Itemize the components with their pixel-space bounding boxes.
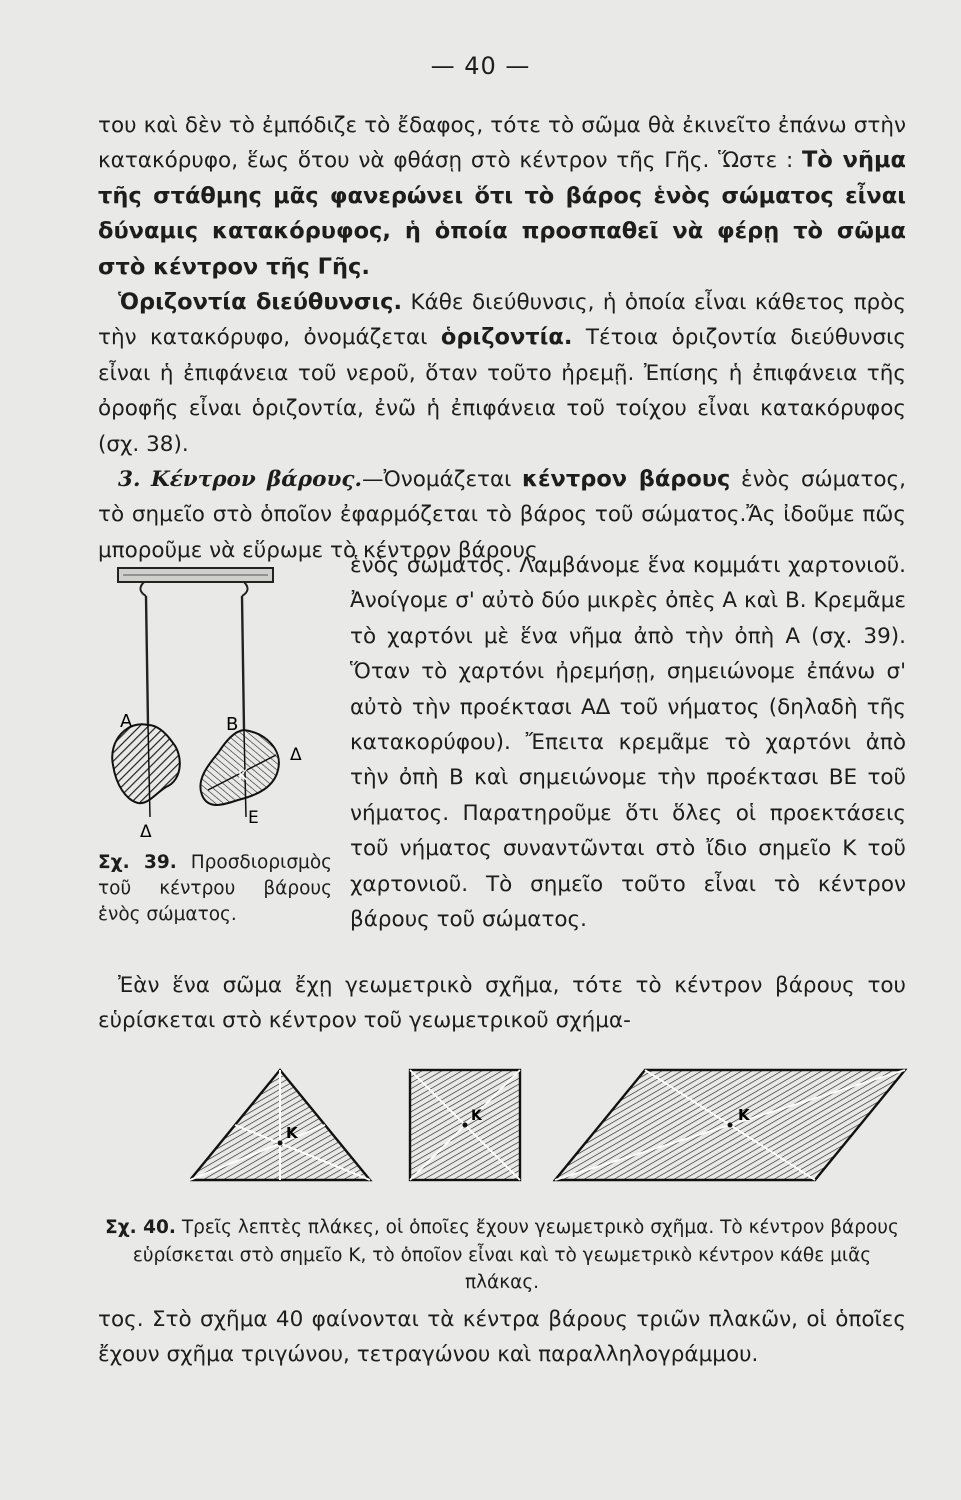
figure-39-caption-text: Προσδιορισμὸς τοῦ κέντρου βάρους ἑνὸς σώματος. <box>98 852 332 925</box>
figure-39-description: ἑνὸς σώματος. Λαμβάνομε ἕνα κομμάτι χαρτονιοῦ. Ἀνοίγομε σ' αὐτὸ δύο μικρὲς ὀπὲς Α καὶ Β. Κρεμᾶμε τὸ χαρτόνι μὲ ἕνα νῆμα ἀπὸ τὴν ὀπὴ Α (σχ. 39). Ὅταν τὸ χαρτόνι ἠρεμήσῃ, σημειώνομε ἐπάνω σ' αὐτὸ τὴν προέκτασι ΑΔ τοῦ νήματος (δηλαδὴ τῆς κατακορύφου). Ἔπειτα κρεμᾶμε τὸ χαρτόνι ἀπὸ τὴν ὀπὴ Β καὶ σημειώνομε τὴν προέκτασι ΒΕ τοῦ νήματος. Παρατηροῦμε ὅτι ὅλες οἱ προεκτάσεις τοῦ νήματος συναντῶνται στὸ ἴδιο σημεῖο Κ τοῦ χαρτονιοῦ. Τὸ σημεῖο τοῦτο εἶναι τὸ κέντρον βάρους τοῦ σώματος. <box>350 553 906 933</box>
paragraph-weight-text: του καὶ δὲν τὸ ἐμπόδιζε τὸ ἔδαφος, τότε τὸ σῶμα θὰ ἐκινεῖτο ἐπάνω στὴν κατακόρυφο, ἕως ὅτου νὰ φθάσῃ στὸ κέντρον τῆς Γῆς. Ὥστε : <box>98 113 906 174</box>
section-heading: Κέντρον βάρους. <box>151 467 362 493</box>
point-label-e: Ε <box>248 808 259 828</box>
body-text-upper <box>98 108 906 568</box>
point-label-b: Β <box>226 714 239 735</box>
section-number: 3. <box>118 467 141 493</box>
paragraph-weight <box>98 108 906 285</box>
paragraph-plates <box>98 1302 906 1373</box>
plumb-line-conclusion: Τὸ νῆμα τῆς στάθμης μᾶς φανερώνει ὅτι τὸ βάρος ἑνὸς σώματος εἶναι δύναμις κατακόρυφος, ἡ ὁποία προσπαθεῖ νὰ φέρῃ τὸ σῶμα στὸ κέντρον τῆς Γῆς. <box>98 147 906 280</box>
paragraph-horizontal-text-b: Τέτοια ὁριζοντία διεύθυνσις εἶναι ἡ ἐπιφάνεια τοῦ νεροῦ, ὅταν τοῦτο ἠρεμῇ. Ἐπίσης ἡ ἐπιφάνεια τῆς ὀροφῆς εἶναι ὁριζοντία, ἐνῶ ἡ ἐπιφάνεια τοῦ τοίχου εἶναι κατακόρυφος (σχ. 38). <box>98 325 906 457</box>
term-center-of-gravity: κέντρον βάρους <box>522 466 731 493</box>
figure-39-caption <box>98 850 332 928</box>
paragraph-geometric <box>98 968 906 1039</box>
term-horizontal: ὁριζοντία. <box>440 324 573 351</box>
square-k-label: Κ <box>471 1108 482 1124</box>
figure-40-caption <box>98 1214 906 1297</box>
hook-left <box>140 582 146 596</box>
figure-39-label: Σχ. 39. <box>98 852 177 873</box>
point-label-a: Α <box>120 711 133 732</box>
figure-40-caption-text: Τρεῖς λεπτὲς πλάκες, οἱ ὁποῖες ἔχουν γεωμετρικὸ σχῆμα. Τὸ κέντρον βάρους εὑρίσκεται στὸ σημεῖο Κ, τὸ ὁποῖον εἶναι καὶ τὸ γεωμετρικὸ κέντρον κάθε μιᾶς πλάκας. <box>132 1217 899 1293</box>
point-label-delta-right: Δ <box>290 745 302 765</box>
string-right <box>242 596 244 730</box>
string-left <box>146 596 148 725</box>
point-label-k: Κ <box>238 768 248 784</box>
hook-right <box>242 582 248 596</box>
point-label-delta-left: Δ <box>140 822 152 842</box>
heading-horizontal: Ὁριζοντία διεύθυνσις. <box>118 289 403 316</box>
triangle-k-label: Κ <box>286 1124 298 1142</box>
cardboard-left <box>112 724 180 803</box>
figure-40-label: Σχ. 40. <box>105 1217 176 1238</box>
figure-40-drawing <box>190 1060 910 1190</box>
paragraph-horizontal <box>98 285 906 462</box>
paragraph-horizontal-text-a: Κάθε διεύθυνσις, ἡ ὁποία εἶναι κάθετος πρὸς τὴν κατακόρυφο, ὀνομάζεται <box>98 290 906 351</box>
page-number: — 40 — <box>430 52 531 80</box>
paragraph-geometric-text: Ἐὰν ἕνα σῶμα ἔχῃ γεωμετρικὸ σχῆμα, τότε τὸ κέντρον βάρους του εὑρίσκεται στὸ κέντρον τοῦ γεωμετρικοῦ σχήμα- <box>98 973 906 1034</box>
paragraph-cog-text-b: ἑνὸς σώματος, τὸ σημεῖο στὸ ὁποῖον ἐφαρμόζεται τὸ βάρος τοῦ σώματος.Ἄς ἰδοῦμε πῶς μποροῦμε νὰ εὕρωμε τὸ κέντρον βάρους <box>98 467 906 563</box>
parallelogram-k-label: Κ <box>738 1106 750 1124</box>
paragraph-cog-text-a: —Ὀνομάζεται <box>361 467 512 493</box>
figure-39-drawing <box>98 555 338 845</box>
paragraph-plates-text: τος. Στὸ σχῆμα 40 φαίνονται τὰ κέντρα βάρους τριῶν πλακῶν, οἱ ὁποῖες ἔχουν σχῆμα τριγώνου, τετραγώνου καὶ παραλληλογράμμου. <box>98 1307 906 1368</box>
